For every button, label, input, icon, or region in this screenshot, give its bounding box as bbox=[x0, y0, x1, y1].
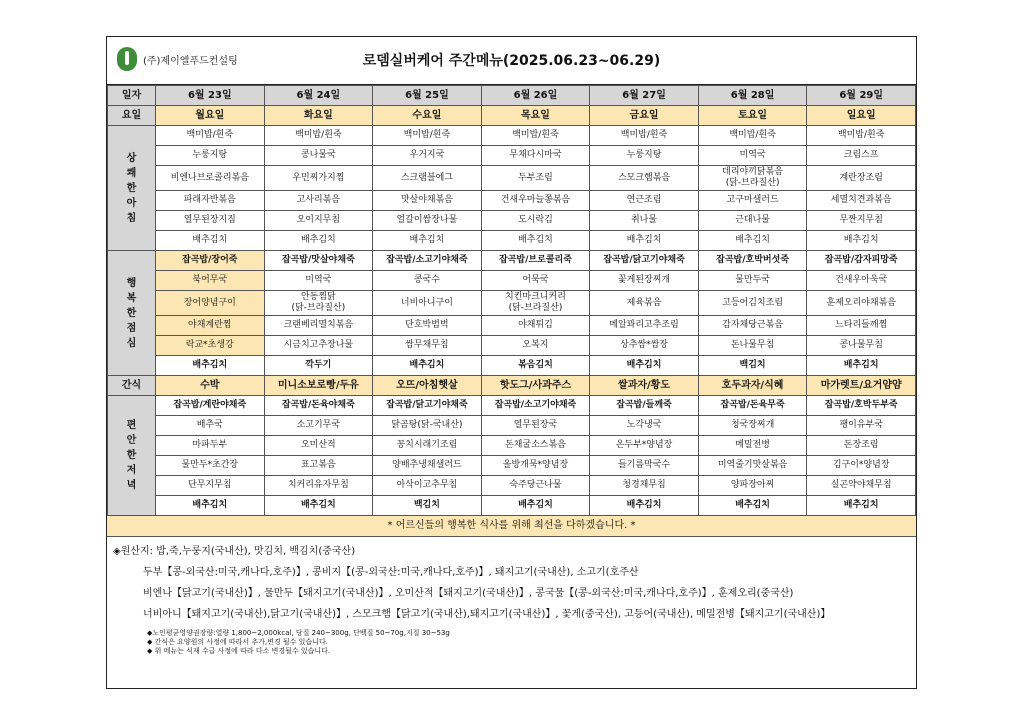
lunch-item: 시금치고추장나물 bbox=[264, 336, 373, 356]
breakfast-item: 배추김치 bbox=[698, 231, 807, 251]
table-row bbox=[108, 166, 916, 191]
lunch-item: 어묵국 bbox=[481, 271, 590, 291]
dinner-item: 물만두*초간장 bbox=[156, 456, 265, 476]
breakfast-item: 도시락김 bbox=[481, 211, 590, 231]
breakfast-item: 열무된장지짐 bbox=[156, 211, 265, 231]
dinner-item: 미역줄기맛살볶음 bbox=[698, 456, 807, 476]
lunch-item: 콩국수 bbox=[373, 271, 482, 291]
table-row bbox=[108, 476, 916, 496]
dinner-item: 오미산적 bbox=[264, 436, 373, 456]
dinner-item: 치커리유자무침 bbox=[264, 476, 373, 496]
breakfast-item: 건새우마늘쫑볶음 bbox=[481, 191, 590, 211]
lunch-item: 잡곡밥/소고기야채죽 bbox=[373, 251, 482, 271]
date-cell: 6월 24일 bbox=[264, 86, 373, 106]
lunch-item: 야채계란찜 bbox=[156, 316, 265, 336]
dinner-item: 청경채무침 bbox=[590, 476, 699, 496]
breakfast-item: 세멸치견과볶음 bbox=[807, 191, 916, 211]
lunch-item: 안동찜닭 (닭-브라질산) bbox=[264, 291, 373, 316]
lunch-item: 깍두기 bbox=[264, 356, 373, 376]
table-row bbox=[108, 231, 916, 251]
breakfast-item: 배추김치 bbox=[481, 231, 590, 251]
note-line: ◆노인평균영양권장량:열량 1,800~2,000kcal, 당질 240~300g, 단백질 50~70g,지질 30~53g bbox=[147, 629, 450, 637]
lunch-item: 느타리들깨찜 bbox=[807, 316, 916, 336]
breakfast-item: 무채다시마국 bbox=[481, 146, 590, 166]
dinner-item: 김구이*양념장 bbox=[807, 456, 916, 476]
breakfast-item: 얼갈이쌈장나물 bbox=[373, 211, 482, 231]
dinner-item: 팽이유부국 bbox=[807, 416, 916, 436]
dinner-item: 들기름막국수 bbox=[590, 456, 699, 476]
lunch-item: 볶음김치 bbox=[481, 356, 590, 376]
table-row bbox=[108, 436, 916, 456]
dinner-item: 꽁치시래기조림 bbox=[373, 436, 482, 456]
breakfast-item: 비엔나브로콜리볶음 bbox=[156, 166, 265, 191]
dinner-item: 돈장조림 bbox=[807, 436, 916, 456]
lunch-item: 배추김치 bbox=[156, 356, 265, 376]
breakfast-item: 파래자반볶음 bbox=[156, 191, 265, 211]
origin-line: 너비아니【돼지고기(국내산),닭고기(국내산)】, 스모크햄【닭고기(국내산),돼지고기(국내산)】, 꽃게(중국산), 고등어(국내산), 메밀전병【돼지고기(국내산)】 bbox=[143, 609, 831, 620]
table-row bbox=[108, 316, 916, 336]
lunch-item: 잡곡밥/닭고기야채죽 bbox=[590, 251, 699, 271]
table-row bbox=[108, 356, 916, 376]
snack-item: 쌀과자/황도 bbox=[590, 376, 699, 396]
dinner-item: 잡곡밥/호박두부죽 bbox=[807, 396, 916, 416]
table-row bbox=[108, 106, 916, 126]
dinner-item: 마파두부 bbox=[156, 436, 265, 456]
dinner-item: 숙주당근나물 bbox=[481, 476, 590, 496]
dinner-item: 양배추냉채샐러드 bbox=[373, 456, 482, 476]
snack-item: 미니소보로빵/두유 bbox=[264, 376, 373, 396]
breakfast-item: 맛살야채볶음 bbox=[373, 191, 482, 211]
breakfast-item: 연근조림 bbox=[590, 191, 699, 211]
breakfast-item: 미역국 bbox=[698, 146, 807, 166]
breakfast-item: 우민찌가지찜 bbox=[264, 166, 373, 191]
snack-item: 호두과자/식혜 bbox=[698, 376, 807, 396]
dinner-item: 배추김치 bbox=[156, 496, 265, 516]
date-cell: 6월 27일 bbox=[590, 86, 699, 106]
table-row bbox=[108, 416, 916, 436]
lunch-item: 잡곡밥/장어죽 bbox=[156, 251, 265, 271]
note-line: ◆ 위 메뉴는 식재 수급 사정에 따라 다소 변경될수 있습니다. bbox=[147, 647, 331, 655]
table-row bbox=[108, 191, 916, 211]
lunch-item: 미역국 bbox=[264, 271, 373, 291]
dinner-item: 잡곡밥/들깨죽 bbox=[590, 396, 699, 416]
breakfast-item: 누룽지탕 bbox=[156, 146, 265, 166]
date-cell: 6월 28일 bbox=[698, 86, 807, 106]
dinner-item: 배추김치 bbox=[807, 496, 916, 516]
table-row bbox=[108, 251, 916, 271]
lunch-item: 잡곡밥/브로콜리죽 bbox=[481, 251, 590, 271]
lunch-item: 콩나물무침 bbox=[807, 336, 916, 356]
lunch-item: 백김치 bbox=[698, 356, 807, 376]
lunch-item: 크랜베리멸치볶음 bbox=[264, 316, 373, 336]
breakfast-item: 배추김치 bbox=[156, 231, 265, 251]
dinner-item: 닭곰탕(닭-국내산) bbox=[373, 416, 482, 436]
dinner-item: 잡곡밥/돈육야채죽 bbox=[264, 396, 373, 416]
breakfast-item: 백미밥/흰죽 bbox=[698, 126, 807, 146]
dinner-item: 메밀전병 bbox=[698, 436, 807, 456]
lunch-item: 쌈무채무침 bbox=[373, 336, 482, 356]
note-line: ◆ 간식은 요양원의 사정에 따라서 추가,변경 될수 있습니다. bbox=[147, 638, 328, 646]
dinner-item: 백김치 bbox=[373, 496, 482, 516]
breakfast-item: 백미밥/흰죽 bbox=[807, 126, 916, 146]
breakfast-item: 근대나물 bbox=[698, 211, 807, 231]
notes bbox=[107, 629, 916, 656]
weekday-label: 요일 bbox=[108, 106, 156, 126]
dinner-item: 아삭이고추무침 bbox=[373, 476, 482, 496]
lunch-item: 물만두국 bbox=[698, 271, 807, 291]
weekday-cell: 금요일 bbox=[590, 106, 699, 126]
dinner-item: 배추김치 bbox=[264, 496, 373, 516]
breakfast-item: 배추김치 bbox=[264, 231, 373, 251]
lunch-item: 너비아니구이 bbox=[373, 291, 482, 316]
dinner-item: 실곤약야채무침 bbox=[807, 476, 916, 496]
weekday-cell: 월요일 bbox=[156, 106, 265, 126]
footnote: * 어르신들의 행복한 식사를 위해 최선을 다하겠습니다. * bbox=[107, 516, 916, 537]
table-row bbox=[108, 376, 916, 396]
dinner-item: 잡곡밥/계란야채죽 bbox=[156, 396, 265, 416]
lunch-item: 배추김치 bbox=[590, 356, 699, 376]
lunch-item: 상추쌈*쌈장 bbox=[590, 336, 699, 356]
lunch-item: 훈제오리야채볶음 bbox=[807, 291, 916, 316]
weekday-cell: 수요일 bbox=[373, 106, 482, 126]
dinner-item: 잡곡밥/소고기야채죽 bbox=[481, 396, 590, 416]
lunch-item: 잡곡밥/맛살야채죽 bbox=[264, 251, 373, 271]
breakfast-item: 백미밥/흰죽 bbox=[264, 126, 373, 146]
breakfast-item: 배추김치 bbox=[807, 231, 916, 251]
origin-info bbox=[107, 537, 916, 629]
lunch-item: 꽃게된장찌개 bbox=[590, 271, 699, 291]
dinner-item: 배추김치 bbox=[698, 496, 807, 516]
breakfast-item: 고구마샐러드 bbox=[698, 191, 807, 211]
breakfast-item: 데리야끼닭볶음 (닭-브라질산) bbox=[698, 166, 807, 191]
date-cell: 6월 29일 bbox=[807, 86, 916, 106]
lunch-item: 돈나물무침 bbox=[698, 336, 807, 356]
breakfast-item: 고사리볶음 bbox=[264, 191, 373, 211]
lunch-item: 배추김치 bbox=[373, 356, 482, 376]
dinner-item: 표고볶음 bbox=[264, 456, 373, 476]
date-label: 일자 bbox=[108, 86, 156, 106]
dinner-item: 노각냉국 bbox=[590, 416, 699, 436]
breakfast-item: 배추김치 bbox=[373, 231, 482, 251]
snack-label: 간식 bbox=[108, 376, 156, 396]
dinner-item: 양파장아찌 bbox=[698, 476, 807, 496]
breakfast-item: 두부조림 bbox=[481, 166, 590, 191]
dinner-label: 편 안 한 저 녁 bbox=[108, 396, 156, 516]
table-row bbox=[108, 396, 916, 416]
lunch-item: 야채튀김 bbox=[481, 316, 590, 336]
table-row bbox=[108, 126, 916, 146]
dinner-item: 돈채굴소스볶음 bbox=[481, 436, 590, 456]
dinner-item: 소고기무국 bbox=[264, 416, 373, 436]
breakfast-item: 백미밥/흰죽 bbox=[590, 126, 699, 146]
breakfast-item: 배추김치 bbox=[590, 231, 699, 251]
breakfast-item: 백미밥/흰죽 bbox=[373, 126, 482, 146]
breakfast-item: 크림스프 bbox=[807, 146, 916, 166]
lunch-label: 행 복 한 점 심 bbox=[108, 251, 156, 376]
dinner-item: 배추김치 bbox=[590, 496, 699, 516]
origin-line: 두부【콩-외국산:미국,캐나다,호주)】, 콩비지【(콩-외국산:미국,캐나다,호주)】, 돼지고기(국내산), 소고기(호주산 bbox=[143, 567, 639, 578]
date-cell: 6월 26일 bbox=[481, 86, 590, 106]
menu-sheet bbox=[106, 36, 917, 689]
breakfast-item: 백미밥/흰죽 bbox=[481, 126, 590, 146]
snack-item: 수박 bbox=[156, 376, 265, 396]
dinner-item: 잡곡밥/돈육무죽 bbox=[698, 396, 807, 416]
breakfast-item: 우거지국 bbox=[373, 146, 482, 166]
lunch-item: 건새우아욱국 bbox=[807, 271, 916, 291]
lunch-item: 잡곡밥/호박버섯죽 bbox=[698, 251, 807, 271]
weekday-cell: 토요일 bbox=[698, 106, 807, 126]
table-row bbox=[108, 146, 916, 166]
dinner-item: 온두부*양념장 bbox=[590, 436, 699, 456]
weekday-cell: 일요일 bbox=[807, 106, 916, 126]
lunch-item: 고등어김치조림 bbox=[698, 291, 807, 316]
dinner-item: 올방개묵*양념장 bbox=[481, 456, 590, 476]
table-row bbox=[108, 211, 916, 231]
table-row bbox=[108, 291, 916, 316]
menu-table bbox=[107, 85, 916, 516]
snack-item: 오뜨/아침햇살 bbox=[373, 376, 482, 396]
lunch-item: 북어무국 bbox=[156, 271, 265, 291]
date-cell: 6월 25일 bbox=[373, 86, 482, 106]
snack-item: 마가렛트/요거얌얌 bbox=[807, 376, 916, 396]
lunch-item: 제육볶음 bbox=[590, 291, 699, 316]
date-cell: 6월 23일 bbox=[156, 86, 265, 106]
breakfast-item: 계란장조림 bbox=[807, 166, 916, 191]
lunch-item: 잡곡밥/감자피망죽 bbox=[807, 251, 916, 271]
dinner-item: 단무지무침 bbox=[156, 476, 265, 496]
dinner-item: 청국장찌개 bbox=[698, 416, 807, 436]
lunch-item: 장어양념구이 bbox=[156, 291, 265, 316]
lunch-item: 배추김치 bbox=[807, 356, 916, 376]
lunch-item: 감자채당근볶음 bbox=[698, 316, 807, 336]
lunch-item: 락교*초생강 bbox=[156, 336, 265, 356]
table-row bbox=[108, 271, 916, 291]
dinner-item: 배추국 bbox=[156, 416, 265, 436]
page-title: 로뎀실버케어 주간메뉴(2025.06.23~06.29) bbox=[362, 53, 661, 69]
breakfast-item: 무짠지무침 bbox=[807, 211, 916, 231]
breakfast-item: 백미밥/흰죽 bbox=[156, 126, 265, 146]
lunch-item: 오복지 bbox=[481, 336, 590, 356]
table-row bbox=[108, 496, 916, 516]
breakfast-item: 스모크햄볶음 bbox=[590, 166, 699, 191]
lunch-item: 메알꽈리고추조림 bbox=[590, 316, 699, 336]
origin-line: 비엔나【닭고기(국내산)】, 물만두【돼지고기(국내산)】, 오미산적【돼지고기(국내산)】, 콩국물【(콩-외국산:미국,캐나다,호주)】, 훈제오리(중국산) bbox=[143, 588, 794, 599]
breakfast-item: 스크램블에그 bbox=[373, 166, 482, 191]
breakfast-item: 콩나물국 bbox=[264, 146, 373, 166]
table-row bbox=[108, 456, 916, 476]
weekday-cell: 목요일 bbox=[481, 106, 590, 126]
dinner-item: 잡곡밥/닭고기야채죽 bbox=[373, 396, 482, 416]
weekday-cell: 화요일 bbox=[264, 106, 373, 126]
dinner-item: 배추김치 bbox=[481, 496, 590, 516]
breakfast-label: 상 쾌 한 아 침 bbox=[108, 126, 156, 251]
lunch-item: 치킨마크니커리 (닭-브라질산) bbox=[481, 291, 590, 316]
origin-line: ◈원산지: 밥,죽,누룽지(국내산), 맛김치, 백김치(중국산) bbox=[113, 546, 356, 557]
lunch-item: 단호박범벅 bbox=[373, 316, 482, 336]
breakfast-item: 누룽지탕 bbox=[590, 146, 699, 166]
company-name: (주)제이엘푸드컨설팅 bbox=[143, 55, 238, 67]
table-row bbox=[108, 336, 916, 356]
header bbox=[107, 37, 916, 85]
breakfast-item: 취나물 bbox=[590, 211, 699, 231]
snack-item: 핫도그/사과주스 bbox=[481, 376, 590, 396]
table-row bbox=[108, 86, 916, 106]
dinner-item: 열무된장국 bbox=[481, 416, 590, 436]
breakfast-item: 오이지무침 bbox=[264, 211, 373, 231]
